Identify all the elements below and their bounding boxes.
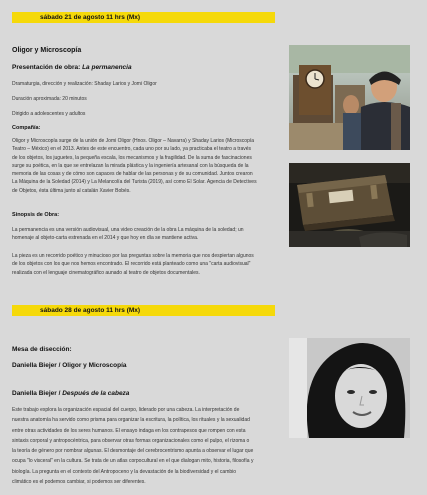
work-2-heading [12,390,129,397]
work-2-line: ocupa "lo visceral" en la cultura. Se trata de un atlas corpocultural en el que dialogan mito, historia, filosofía y [12,458,254,465]
company-name: Oligor y Microscopía [12,47,82,54]
company-heading: Compañía: [12,125,41,131]
work-title: La permanencia [82,64,132,71]
credits: Dramaturgia, dirección y realización: Shaday Larios y Jomi Oligor [12,81,157,87]
date-label-1: sábado 21 de agosto 11 hrs (Mx) [40,14,141,21]
company-line: memoria de las cosas y de cómo son capaces de hablar de las personas y de su comunidad. Juntos crearon [12,171,253,178]
company-line: surge su poética, en la que se entrelazan la mirada plástica y la ingeniería artesanal con la búsqueda de la [12,162,249,169]
synopsis-line: La pieza es un recorrido poético y minucioso por las preguntas sobre la memoria que nos despiertan algunos [12,253,254,259]
moderator-names: Daniella Biejer / Oligor y Microscopía [12,362,127,369]
work-2-line: la teoría de género por nombrar algunas. El desmontaje del cerebrocentrismo apunta a observar el lugar que [12,448,254,455]
company-line: de los objetos, los juguetes, la pequeña escala, los mecanismos y la fragilidad. De la suma de fascinaciones [12,154,252,161]
audience: Dirigido a adolescentes y adultos [12,111,86,117]
company-line: de Objetos, ésta última junto al catalán Xavier Bobés. [12,187,131,194]
work-2-line: entre otras actividades de los seres humanos. El ensayo indaga en los contrapesos que rompen con esta [12,427,246,434]
synopsis-line: La permanencia es una versión audiovisual, una video creación de la obra La máquina de la soledad; un [12,227,244,233]
work-2-line: Este trabajo explora la organización espacial del cuerpo, liderado por una cabeza. La interpretación de [12,407,240,413]
photo-market-clock [289,45,410,150]
work-2-line: biología. La pregunta en el contexto del Antropoceno y la devastación de la biodiversidad y el cambio [12,468,237,475]
synopsis-line: homenaje al objeto-carta estrenada en el 2014 y que hoy en día se mantiene activa. [12,235,199,242]
moderator-heading: Mesa de disección: [12,346,72,353]
date-banner-2 [12,305,275,316]
work-2-line: climático es el podemos cambiar, si podemos ser diferentes. [12,479,146,486]
company-paragraph [12,137,275,195]
work-label: Presentación de obra: [12,64,83,71]
duration: Duración aproximada: 20 minutos [12,96,87,102]
synopsis-line: de los objetos con los que nos hemos encontrado. El recorrido está planteado como una "carta audiovisual" [12,261,251,268]
date-banner-1 [12,12,275,23]
synopsis-paragraph-2 [12,252,274,277]
work-2-title: Después de la cabeza [62,390,130,397]
company-line: La Máquina de la Soledad (2014) y La Melancolía del Turista (2019), así como El Solar. Agencia de Detectives [12,179,257,186]
company-line: Oligor y Microscopía surge de la unión de Jomi Oligor (Hnos. Oligor – Navarra) y Shaday Larios (Microscopía [12,138,255,144]
work-presentation [12,64,132,71]
synopsis-heading: Sinopsis de Obra: [12,212,60,218]
synopsis-line: realizada con el lenguaje cinematográfico aunado al teatro de objetos documentales. [12,269,200,276]
date-label-2: sábado 28 de agosto 11 hrs (Mx) [40,307,141,314]
work-2-line: sintaxis corporal y antropocéntrica, para observar otras formas organizacionales como el pulpo, el rizoma o [12,437,250,444]
synopsis-paragraph-1 [12,226,274,243]
work-2-line: nuestra anatomía ha servido como prisma para organizar la escritura, la política, los rituales y la sexualidad [12,417,250,424]
work-2-author: Daniella Biejer / [12,390,63,397]
company-line: Teatro – México) en el 2013. Antes de este encuentro, cada uno por su lado, ya practicaba el teatro a través [12,146,252,153]
photo-portrait [289,338,410,438]
photo-suitcase [289,163,410,247]
